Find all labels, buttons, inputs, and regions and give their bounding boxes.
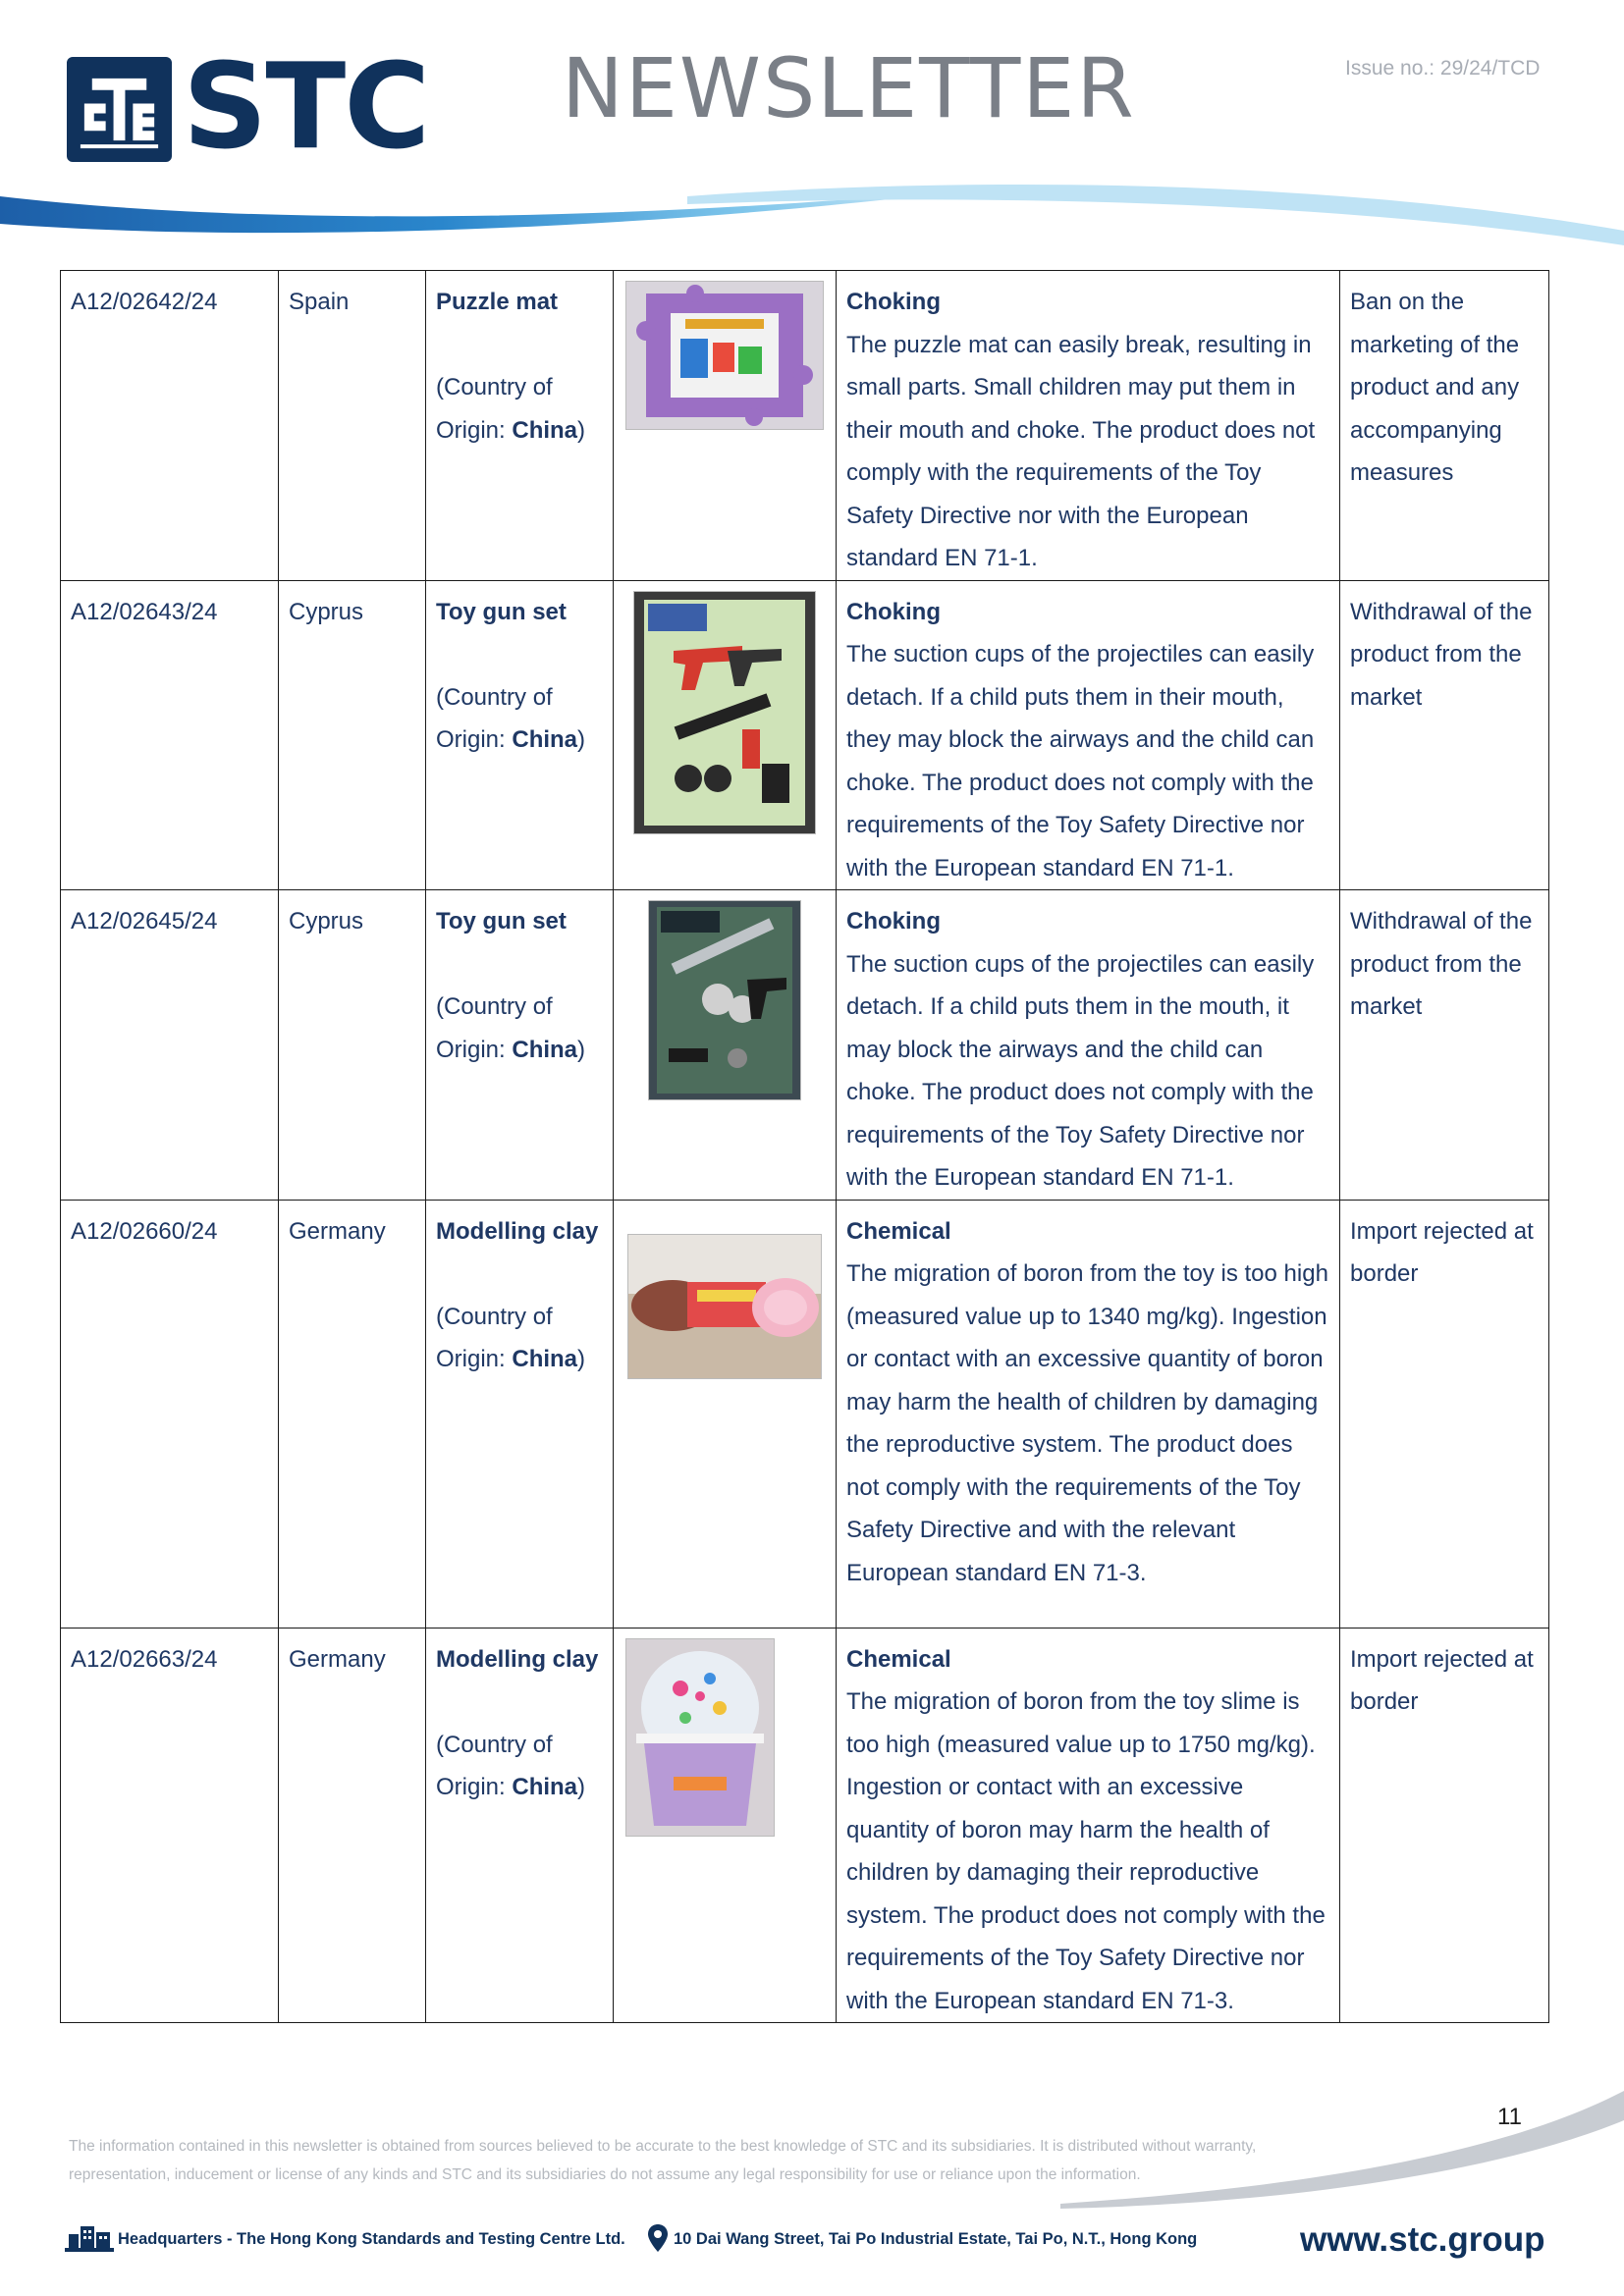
measure-cell: Withdrawal of the product from the market	[1340, 580, 1549, 890]
origin-line: Origin: China)	[436, 416, 586, 444]
table-row	[61, 1628, 1549, 2023]
risk-description: The migration of boron from the toy slime is too high (measured value up to 1750 mg/kg). Ingestion or contact with an excessive quantity of boron may harm the health of children by damaging their reproductive system. The product does not comply with the requirements of the Toy Safety Directive nor with the European standard EN 71-3.	[846, 1688, 1326, 2014]
origin-label: (Country of	[436, 1731, 553, 1758]
origin-line: Origin: China)	[436, 726, 586, 753]
product-name: Toy gun set	[436, 598, 567, 625]
origin-label: (Country of	[436, 683, 553, 711]
origin-country: China	[512, 416, 578, 444]
country-cell: Germany	[279, 1200, 426, 1628]
product-name: Toy gun set	[436, 908, 567, 934]
image-cell	[614, 271, 837, 581]
page-header	[0, 0, 1624, 265]
newsletter-title: NEWSLETTER	[562, 40, 1136, 136]
recall-table	[60, 270, 1548, 2023]
location-pin-icon	[648, 2224, 668, 2252]
website-link[interactable]: www.stc.group	[1300, 2220, 1545, 2259]
product-cell	[426, 890, 614, 1201]
origin-label: (Country of	[436, 993, 553, 1020]
origin-country: China	[512, 1774, 578, 1800]
origin-label: (Country of	[436, 374, 553, 400]
product-photo-slime-cup	[625, 1638, 775, 1837]
country-cell: Spain	[279, 271, 426, 581]
product-name: Puzzle mat	[436, 289, 559, 315]
country-cell: Cyprus	[279, 890, 426, 1201]
table-row	[61, 580, 1549, 890]
ref-cell: A12/02642/24	[61, 271, 279, 581]
measure-cell: Import rejected at border	[1340, 1628, 1549, 2023]
ref-cell: A12/02663/24	[61, 1628, 279, 2023]
product-name: Modelling clay	[436, 1645, 599, 1673]
description-cell	[837, 580, 1340, 890]
description-cell	[837, 890, 1340, 1201]
product-photo-toy-gun-set	[633, 591, 816, 834]
image-cell	[614, 1628, 837, 2023]
image-cell	[614, 890, 837, 1201]
origin-country: China	[512, 726, 578, 753]
product-cell	[426, 1628, 614, 2023]
risk-type: Choking	[846, 598, 941, 625]
product-photo-puzzle-mat	[625, 281, 824, 430]
image-cell	[614, 580, 837, 890]
page-number: 11	[1497, 2104, 1522, 2130]
product-cell	[426, 271, 614, 581]
address-text: 10 Dai Wang Street, Tai Po Industrial Estate, Tai Po, N.T., Hong Kong	[674, 2230, 1198, 2248]
ref-cell: A12/02660/24	[61, 1200, 279, 1628]
issue-number: Issue no.: 29/24/TCD	[1345, 57, 1541, 80]
headquarters-text: Headquarters - The Hong Kong Standards and Testing Centre Ltd.	[118, 2230, 625, 2248]
description-cell	[837, 271, 1340, 581]
risk-description: The migration of boron from the toy is too high (measured value up to 1340 mg/kg). Ingestion or contact with an excessive quantity of boron may harm the health of children by damaging the reproductive system. The product does not comply with the requirements of the Toy Safety Directive and with the relevant European standard EN 71-3.	[846, 1260, 1328, 1586]
country-cell: Germany	[279, 1628, 426, 2023]
product-cell	[426, 1200, 614, 1628]
page-footer	[65, 2220, 1567, 2260]
product-cell	[426, 580, 614, 890]
header-swoosh	[0, 177, 1624, 265]
country-cell: Cyprus	[279, 580, 426, 890]
stc-logo-text: STC	[183, 39, 429, 176]
stc-logo-mark-icon	[67, 57, 172, 162]
measure-cell: Ban on the marketing of the product and any accompanying measures	[1340, 271, 1549, 581]
description-cell	[837, 1628, 1340, 2023]
risk-description: The puzzle mat can easily break, resulting in small parts. Small children may put them in their mouth and choke. The product does not comply with the requirements of the Toy Safety Directive nor with the European standard EN 71-1.	[846, 331, 1316, 571]
table-row	[61, 1200, 1549, 1628]
risk-type: Chemical	[846, 1217, 951, 1245]
risk-description: The suction cups of the projectiles can easily detach. If a child puts them in their mouth, they may block the airways and the child can choke. The product does not comply with the requirements of the Toy Safety Directive nor with the European standard EN 71-1.	[846, 641, 1315, 881]
origin-line: Origin: China)	[436, 1774, 586, 1800]
origin-country: China	[512, 1036, 578, 1063]
measure-cell: Import rejected at border	[1340, 1200, 1549, 1628]
origin-line: Origin: China)	[436, 1036, 586, 1063]
risk-type: Choking	[846, 908, 941, 934]
headquarters-building-icon	[65, 2224, 114, 2252]
ref-cell: A12/02643/24	[61, 580, 279, 890]
stc-logo	[67, 39, 460, 176]
risk-type: Choking	[846, 289, 941, 315]
description-cell	[837, 1200, 1340, 1628]
risk-type: Chemical	[846, 1645, 951, 1673]
image-cell	[614, 1200, 837, 1628]
table-row	[61, 271, 1549, 581]
product-photo-modelling-clay	[627, 1234, 822, 1379]
disclaimer-text: The information contained in this newsletter is obtained from sources believed to be accurate to the best knowledge of STC and its subsidiaries. It is distributed without warranty, representation, inducement or license of any kinds and STC and its subsidiaries do not assume any legal responsibility for use or reliance upon the information.	[69, 2138, 1257, 2183]
product-photo-toy-gun-set	[648, 900, 801, 1100]
measure-cell: Withdrawal of the product from the market	[1340, 890, 1549, 1201]
risk-description: The suction cups of the projectiles can easily detach. If a child puts them in the mouth, it may block the airways and the child can choke. The product does not comply with the requirements of the Toy Safety Directive nor with the European standard EN 71-1.	[846, 950, 1315, 1191]
origin-label: (Country of	[436, 1303, 553, 1330]
ref-cell: A12/02645/24	[61, 890, 279, 1201]
origin-country: China	[512, 1346, 578, 1372]
table-row	[61, 890, 1549, 1201]
origin-line: Origin: China)	[436, 1346, 586, 1372]
product-name: Modelling clay	[436, 1217, 599, 1245]
